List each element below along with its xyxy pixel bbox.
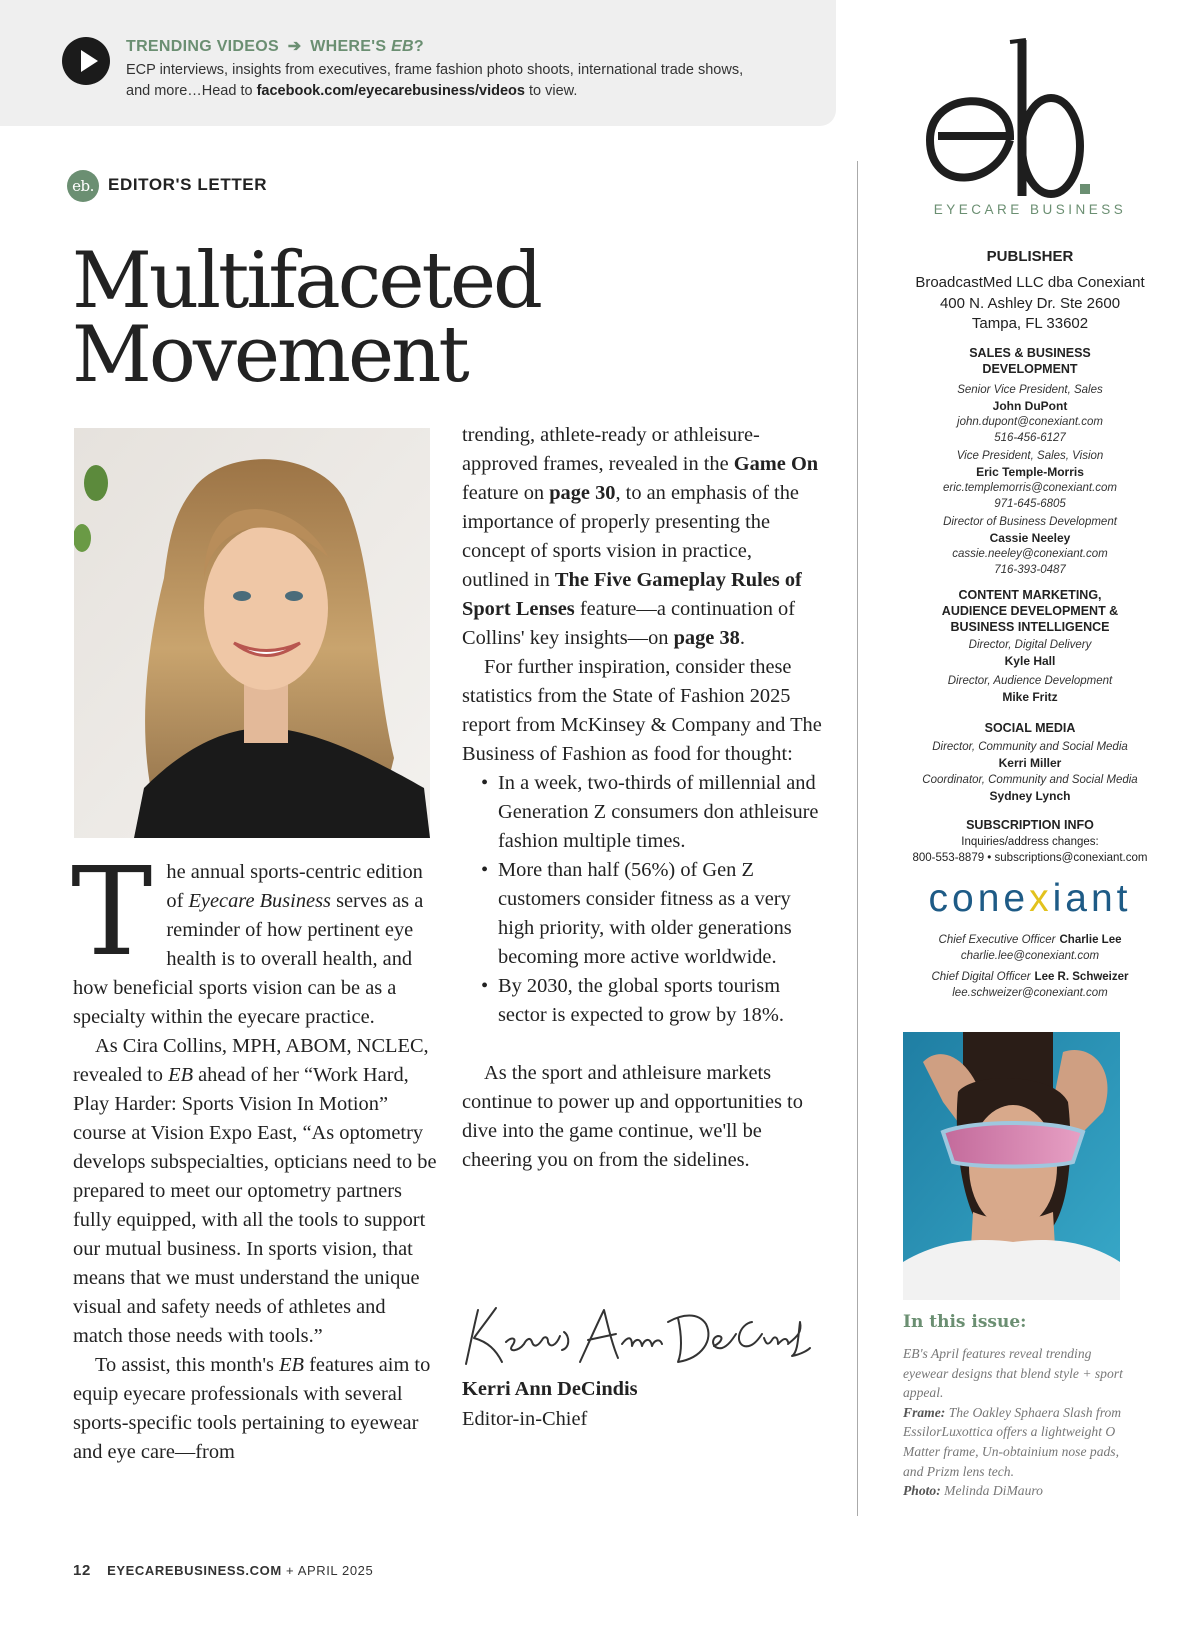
article-paragraph: For further inspiration, consider these statistics from the State of Fashion 2025 report from McKinsey & Company and The Business of Fashion as food for thought: [462, 656, 822, 765]
issue-caption: EB's April features reveal trending eyewear designs that blend style + sport appeal. Frame: The Oakley Sphaera Slash from EssilorLuxottica offers a lightweight O Matter frame, Un-obtainium nose pads, and Prizm lens tech. Photo: Melinda DiMauro [903, 1346, 1123, 1499]
publisher-address-2: Tampa, FL 33602 [971, 315, 1089, 332]
subscription-heading: SUBSCRIPTION INFO [966, 818, 1094, 832]
statistics-list [462, 769, 822, 1030]
subscription-line-2: 800-553-8879 • subscriptions@conexiant.com [912, 852, 1148, 864]
article-paragraph: To assist, this month's EB features aim to equip eyecare professionals with several sports-specific tools pertaining to eyewear and eye care—from [73, 1354, 431, 1463]
email-link[interactable]: eric.templemorris@conexiant.com [942, 482, 1117, 494]
email-link[interactable]: charlie.lee@conexiant.com [960, 950, 1100, 962]
page-title: Multifaceted Movement [72, 236, 540, 400]
handwritten-signature [452, 1296, 812, 1378]
content-heading: CONTENT MARKETING, AUDIENCE DEVELOPMENT & BUSINESS INTELLIGENCE [941, 588, 1119, 634]
list-item: • In a week, two-thirds of millennial and Generation Z consumers don athleisure fashion multiple times. [481, 772, 819, 852]
masthead-contact: Director, Digital Delivery Kyle Hall [968, 639, 1092, 668]
social-heading: SOCIAL MEDIA [984, 721, 1076, 735]
masthead-contact: Director, Community and Social Media Kerri Miller [932, 741, 1128, 770]
play-icon[interactable] [62, 37, 110, 85]
editor-portrait-photo [74, 428, 430, 838]
logo-tagline: EYECARE BUSINESS [933, 202, 1127, 217]
signature-title: Editor-in-Chief [462, 1408, 588, 1430]
article-paragraph: The annual sports-centric edition of Eyecare Business serves as a reminder of how pertinent eye health is to overall health, and how beneficial sports vision can be as a specialty within the eyecare practice. [71, 841, 424, 1028]
page-footer: 12 EYECAREBUSINESS.COM + APRIL 2025 [73, 1562, 374, 1579]
drop-cap: T [71, 841, 153, 983]
signature-name: Kerri Ann DeCindis [462, 1378, 638, 1400]
subscription-line-1: Inquiries/address changes: [961, 836, 1099, 848]
arrow-icon: ➔ [287, 38, 302, 55]
footer-date: APRIL 2025 [297, 1563, 374, 1578]
article-column-left [71, 841, 438, 1467]
footer-site: EYECAREBUSINESS.COM [107, 1563, 282, 1578]
publisher-heading: PUBLISHER [986, 248, 1074, 265]
list-item: • By 2030, the global sports tourism sector is expected to grow by 18%. [481, 975, 784, 1026]
section-label: EDITOR'S LETTER [108, 175, 268, 194]
article-paragraph: trending, athlete-ready or athleisure-approved frames, revealed in the Game On feature on page 30, to an emphasis of the importance of properly presenting the concept of sports vision in practice, outlined in The Five Gameplay Rules of Sport Lenses feature—a continuation of Collins' key insights—on page 38. [462, 424, 819, 649]
banner-heading: TRENDING VIDEOS ➔ WHERE'S EB? [126, 38, 424, 55]
column-divider [857, 161, 858, 1516]
article-paragraph: As the sport and athleisure markets continue to power up and opportunities to dive into the game continue, we'll be cheering you on from the sidelines. [462, 1062, 803, 1171]
masthead-contact: Chief Executive Officer Charlie Lee charlie.lee@conexiant.com [880, 932, 1180, 964]
publisher-address-1: 400 N. Ashley Dr. Ste 2600 [939, 295, 1121, 312]
publisher-name: BroadcastMed LLC dba Conexiant [915, 274, 1145, 291]
masthead-contact: Director of Business Development Cassie Neeley cassie.neeley@conexiant.com 716-393-0487 [880, 514, 1180, 578]
email-link[interactable]: john.dupont@conexiant.com [957, 416, 1103, 428]
video-banner [0, 0, 836, 126]
sales-heading: SALES & BUSINESS DEVELOPMENT [969, 346, 1091, 376]
masthead-contact: Senior Vice President, Sales John DuPont john.dupont@conexiant.com 516-456-6127 [880, 382, 1180, 446]
eb-section-logo: eb. [67, 170, 99, 202]
facebook-videos-link[interactable]: facebook.com/eyecarebusiness/videos [256, 83, 525, 99]
article-column-right [462, 421, 822, 1175]
banner-text: ECP interviews, insights from executives, frame fashion photo shoots, international trade shows, and more…Head to facebook.com/eyecarebusiness/videos to view. [126, 62, 744, 99]
list-item: • More than half (56%) of Gen Z customers consider fitness as a very high priority, with older generations becoming more active worldwide. [481, 859, 792, 968]
email-link[interactable]: cassie.neeley@conexiant.com [952, 548, 1108, 560]
conexiant-logo: conexiant [928, 877, 1132, 920]
masthead-contact: Coordinator, Community and Social Media Sydney Lynch [922, 774, 1138, 803]
article-paragraph: As Cira Collins, MPH, ABOM, NCLEC, revealed to EB ahead of her “Work Hard, Play Harder: Sports Vision In Motion” course at Vision Expo East, “As optometry develops subspecialties, opticians need to be prepared to meet our optometry partners fully equipped, with all the tools to support our mutual business. In sports vision, that means that we must understand the unique visual and safety needs of athletes and match those needs with tools.” [73, 1035, 437, 1347]
issue-heading: In this issue: [903, 1312, 1027, 1332]
eb-logo [926, 12, 1096, 202]
masthead-contact: Chief Digital Officer Lee R. Schweizer lee.schweizer@conexiant.com [880, 969, 1180, 1001]
masthead-contact: Director, Audience Development Mike Fritz [947, 675, 1113, 704]
email-link[interactable]: lee.schweizer@conexiant.com [952, 987, 1108, 999]
masthead-contact: Vice President, Sales, Vision Eric Temple-Morris eric.templemorris@conexiant.com 971-645-6805 [880, 448, 1180, 512]
page-number: 12 [73, 1562, 91, 1579]
cover-photo [903, 1032, 1120, 1300]
